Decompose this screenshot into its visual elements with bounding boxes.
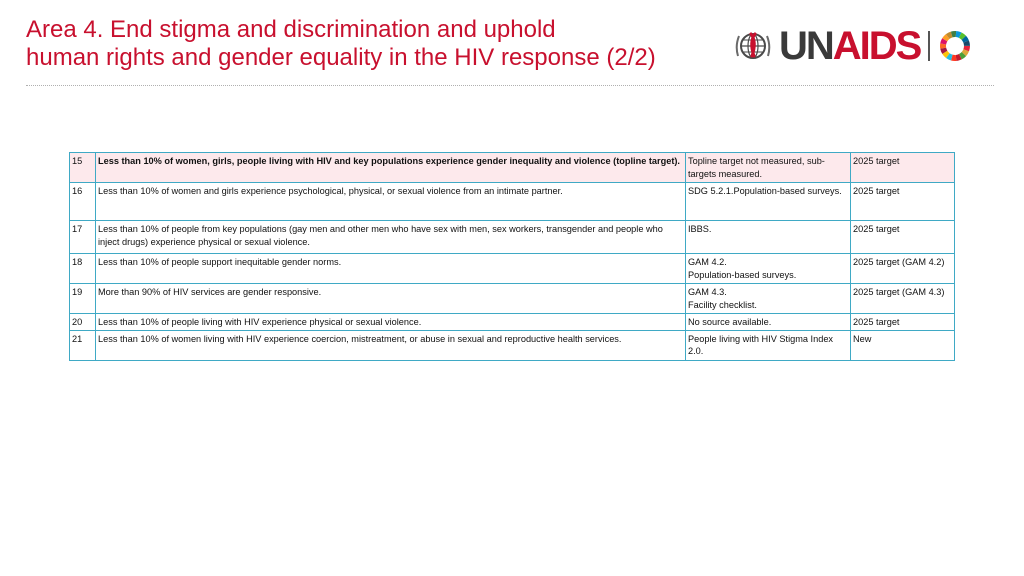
source-line: GAM 4.2.	[688, 257, 727, 267]
target-type: 2025 target (GAM 4.2)	[851, 254, 955, 284]
table-row	[70, 254, 955, 284]
page-title	[26, 16, 726, 72]
source-line: Population-based surveys.	[688, 269, 797, 280]
row-number: 19	[70, 284, 96, 314]
data-source	[686, 284, 851, 314]
header-divider	[26, 85, 994, 86]
table-row	[70, 221, 955, 254]
title-line-2: human rights and gender equality in the HIV response (2/2)	[26, 44, 656, 71]
indicator-text: Less than 10% of women and girls experience psychological, physical, or sexual violence from an intimate partner.	[96, 183, 686, 221]
unaids-logo	[733, 24, 995, 68]
table-row	[70, 314, 955, 331]
row-number: 21	[70, 330, 96, 360]
data-source: People living with HIV Stigma Index 2.0.	[686, 330, 851, 360]
data-source: No source available.	[686, 314, 851, 331]
target-type: 2025 target	[851, 314, 955, 331]
indicator-text: More than 90% of HIV services are gender responsive.	[96, 284, 686, 314]
un-emblem-icon	[733, 26, 773, 66]
table-row	[70, 284, 955, 314]
target-type: 2025 target	[851, 153, 955, 183]
indicator-text: Less than 10% of people living with HIV experience physical or sexual violence.	[96, 314, 686, 331]
unaids-wordmark	[779, 24, 920, 68]
logo-separator	[928, 31, 930, 61]
source-line: Facility checklist.	[688, 299, 757, 310]
row-number: 15	[70, 153, 96, 183]
table-row	[70, 183, 955, 221]
indicator-table	[69, 152, 955, 361]
data-source: Topline target not measured, sub-targets measured.	[686, 153, 851, 183]
data-source: IBBS.	[686, 221, 851, 254]
indicator-text: Less than 10% of women, girls, people living with HIV and key populations experience gender inequality and violence (topline target).	[96, 153, 686, 183]
data-source	[686, 254, 851, 284]
sdg-wheel-icon	[938, 29, 972, 63]
target-type: 2025 target (GAM 4.3)	[851, 284, 955, 314]
indicator-text: Less than 10% of women living with HIV experience coercion, mistreatment, or abuse in sexual and reproductive health services.	[96, 330, 686, 360]
table-row	[70, 330, 955, 360]
indicator-text: Less than 10% of people from key populations (gay men and other men who have sex with men, sex workers, transgender and people who inject drugs) experience physical or sexual violence.	[96, 221, 686, 254]
wordmark-aids: AIDS	[832, 24, 921, 68]
data-source: SDG 5.2.1.Population-based surveys.	[686, 183, 851, 221]
row-number: 18	[70, 254, 96, 284]
indicator-text: Less than 10% of people support inequitable gender norms.	[96, 254, 686, 284]
row-number: 16	[70, 183, 96, 221]
target-type: 2025 target	[851, 221, 955, 254]
target-type: New	[851, 330, 955, 360]
title-line-1: Area 4. End stigma and discrimination and uphold	[26, 16, 556, 43]
source-line: GAM 4.3.	[688, 287, 727, 297]
table-row	[70, 153, 955, 183]
target-type: 2025 target	[851, 183, 955, 221]
wordmark-un: UN	[779, 24, 833, 68]
row-number: 20	[70, 314, 96, 331]
row-number: 17	[70, 221, 96, 254]
